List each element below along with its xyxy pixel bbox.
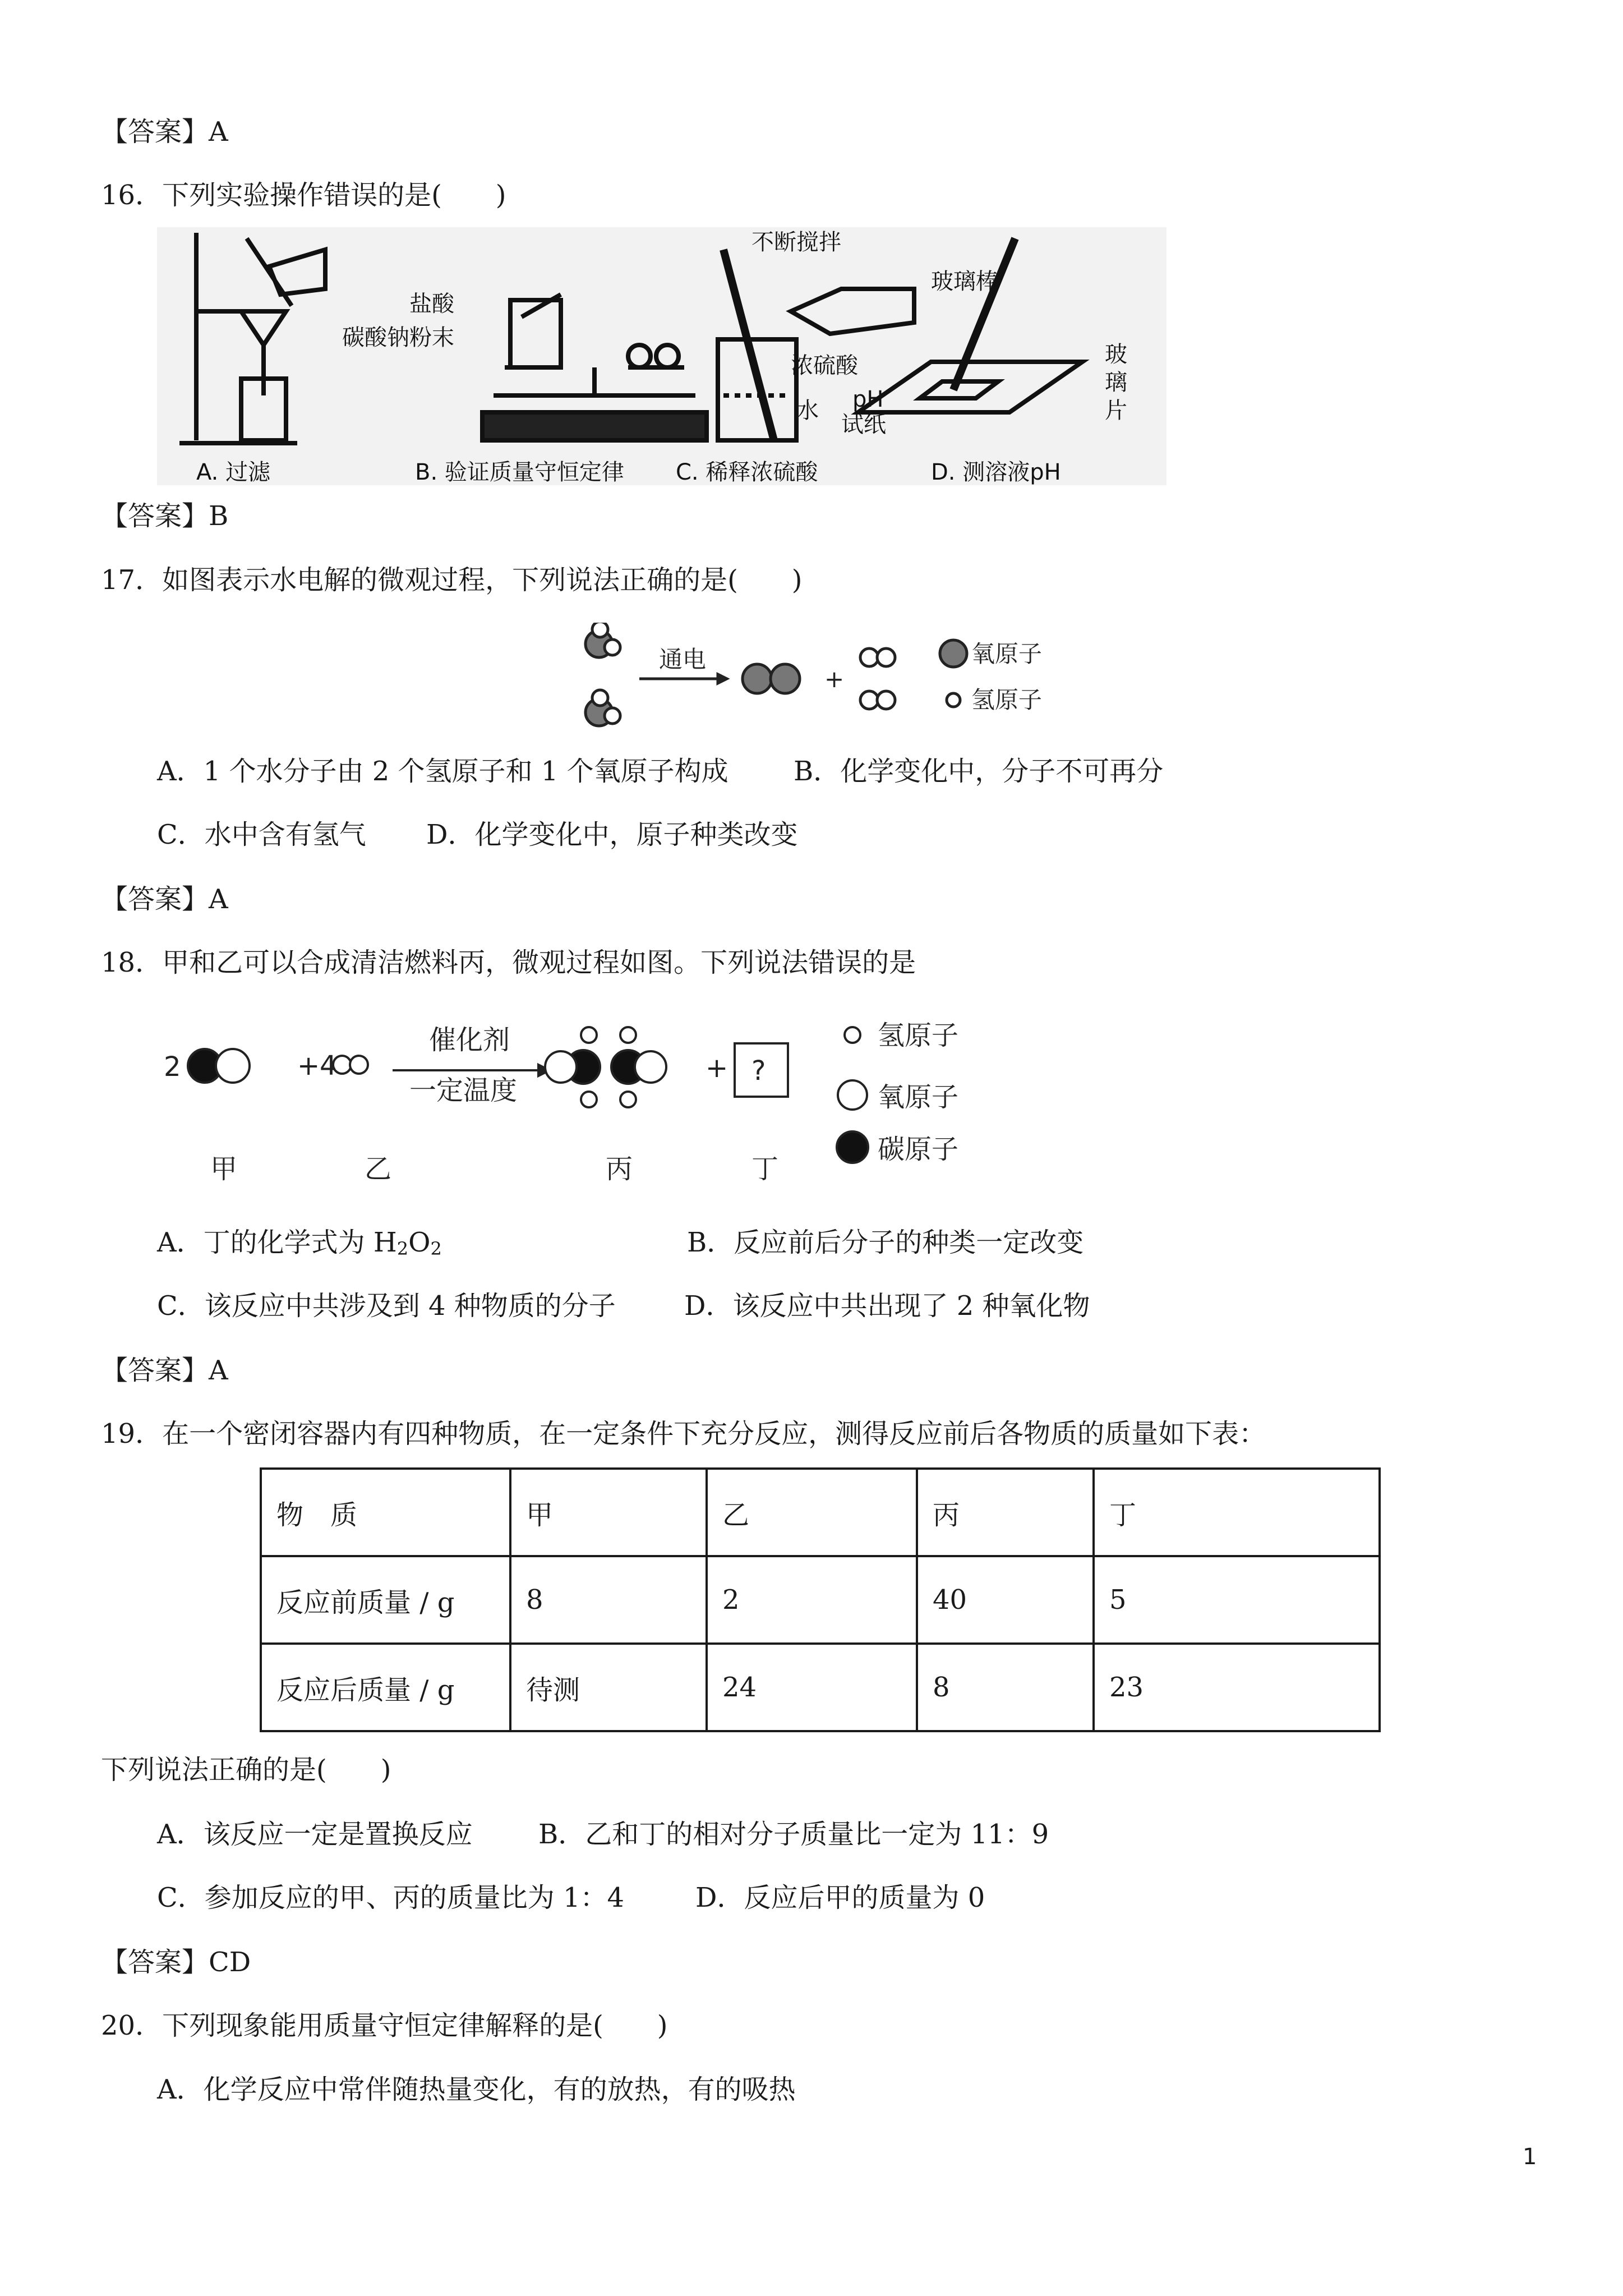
- q19-option-a: A．该反应一定是置换反应: [157, 1819, 473, 1850]
- figure-background: [157, 227, 1166, 485]
- table-cell: 乙: [707, 1469, 917, 1556]
- q16-apparatus-figure: [157, 227, 1166, 485]
- label-jia: 甲: [210, 1153, 238, 1185]
- coef-4: 4: [320, 1050, 337, 1082]
- label-glass-3: 片: [1105, 398, 1127, 424]
- question-18-stem: 18．甲和乙可以合成清洁燃料丙，微观过程如图。下列说法错误的是: [101, 947, 916, 978]
- caption-c: C. 稀释浓硫酸: [676, 459, 818, 485]
- question-16-stem: 16．下列实验操作错误的是( ): [101, 180, 506, 211]
- q18-option-a-o: O: [408, 1227, 431, 1258]
- answer-15: 【答案】A: [101, 116, 228, 148]
- label-water: 水: [796, 398, 819, 424]
- q17-electrolysis-figure: [578, 623, 1060, 735]
- unknown-mark: ?: [751, 1055, 766, 1087]
- table-row-before: [261, 1556, 1380, 1644]
- legend-carbon-label-18: 碳原子: [878, 1134, 959, 1165]
- oxygen-molecule: [743, 664, 772, 693]
- table-row-header: [261, 1469, 1380, 1556]
- q17-option-c: C．水中含有氢气: [157, 819, 366, 850]
- label-bing: 丙: [606, 1153, 633, 1185]
- q18-option-a-sub-2: 2: [430, 1238, 442, 1259]
- q18-option-c: C．该反应中共涉及到 4 种物质的分子: [157, 1290, 616, 1322]
- q18-option-a-sub-1: 2: [396, 1238, 409, 1259]
- q17-option-a: A．1 个水分子由 2 个氢原子和 1 个氧原子构成: [157, 756, 728, 787]
- molecule-bing: [581, 1027, 597, 1043]
- answer-19: 【答案】CD: [101, 1947, 251, 1978]
- legend-hydrogen-label-18: 氢原子: [878, 1020, 959, 1051]
- table-cell: 23: [1094, 1644, 1380, 1731]
- label-ding: 丁: [751, 1153, 779, 1185]
- label-ph: pH: [852, 386, 884, 412]
- legend-carbon-18: [837, 1131, 868, 1163]
- table-cell: 40: [917, 1556, 1094, 1644]
- mass-table: [260, 1467, 1381, 1732]
- q20-option-a: A．化学反应中常伴随热量变化，有的放热，有的吸热: [157, 2074, 796, 2105]
- legend-oxygen-label-18: 氧原子: [878, 1082, 959, 1113]
- q18-option-b: B．反应前后分子的种类一定改变: [687, 1227, 1084, 1258]
- q19-option-c: C．参加反应的甲、丙的质量比为 1：4: [157, 1882, 625, 1913]
- table-cell: 待测: [510, 1644, 707, 1731]
- table-cell: 2: [707, 1556, 917, 1644]
- label-hcl: 盐酸: [409, 291, 454, 317]
- hydrogen-molecule: [860, 648, 878, 666]
- plus-1: +: [297, 1050, 320, 1082]
- label-glass-2: 璃: [1105, 370, 1127, 395]
- label-rod: 玻璃棒: [931, 269, 998, 295]
- caption-a: A. 过滤: [196, 459, 271, 485]
- caption-b: B. 验证质量守恒定律: [415, 459, 624, 485]
- page-number: 1: [1523, 2144, 1537, 2170]
- table-cell: 甲: [510, 1469, 707, 1556]
- label-stir: 不断搅拌: [751, 229, 841, 255]
- table-cell: 5: [1094, 1556, 1380, 1644]
- caption-d: D. 测溶液pH: [931, 459, 1061, 485]
- table-cell: 丙: [917, 1469, 1094, 1556]
- legend-oxygen: [940, 640, 967, 667]
- q18-option-a-text: A．丁的化学式为 H: [157, 1227, 397, 1258]
- legend-hydrogen-label: 氢原子: [971, 686, 1043, 714]
- table-cell: 24: [707, 1644, 917, 1731]
- plus-2: +: [706, 1052, 728, 1084]
- table-cell: 8: [917, 1644, 1094, 1731]
- answer-17: 【答案】A: [101, 884, 228, 915]
- q18-option-d: D．该反应中共出现了 2 种氧化物: [684, 1290, 1090, 1322]
- legend-hydrogen-18: [845, 1027, 860, 1043]
- label-ph-paper: 试纸: [841, 412, 886, 438]
- legend-oxygen-18: [838, 1080, 867, 1110]
- table-cell: 反应前质量 / g: [261, 1556, 510, 1644]
- q18-option-a: [157, 1226, 442, 1259]
- q19-option-d: D．反应后甲的质量为 0: [695, 1882, 985, 1913]
- coef-2: 2: [164, 1051, 181, 1083]
- q19-option-b: B．乙和丁的相对分子质量比一定为 11：9: [538, 1819, 1049, 1850]
- legend-oxygen-label: 氧原子: [971, 640, 1043, 668]
- q17-option-d: D．化学变化中，原子种类改变: [426, 819, 798, 850]
- label-h2so4: 浓硫酸: [791, 353, 858, 379]
- label-plus: +: [824, 665, 845, 693]
- q18-reaction-figure: [157, 1004, 1009, 1189]
- answer-16: 【答案】B: [101, 500, 229, 532]
- q17-option-b: B．化学变化中，分子不可再分: [794, 756, 1164, 787]
- label-temperature: 一定温度: [409, 1075, 518, 1106]
- table-cell: 丁: [1094, 1469, 1380, 1556]
- table-row-after: [261, 1644, 1380, 1731]
- q19-prompt: 下列说法正确的是( ): [101, 1754, 391, 1786]
- table-cell: 反应后质量 / g: [261, 1644, 510, 1731]
- question-19-stem: 19．在一个密闭容器内有四种物质，在一定条件下充分反应，测得反应前后各物质的质量如下表：: [101, 1418, 1266, 1450]
- legend-hydrogen: [947, 693, 960, 707]
- question-20-stem: 20．下列现象能用质量守恒定律解释的是( ): [101, 2010, 668, 2041]
- answer-18: 【答案】A: [101, 1355, 228, 1386]
- label-glass-1: 玻: [1105, 342, 1127, 367]
- table-cell: 8: [510, 1556, 707, 1644]
- question-17-stem: 17．如图表示水电解的微观过程，下列说法正确的是( ): [101, 564, 803, 596]
- label-yi: 乙: [365, 1153, 392, 1185]
- label-catalyst: 催化剂: [429, 1024, 510, 1056]
- label-na2co3: 碳酸钠粉末: [342, 325, 454, 351]
- label-electrolysis: 通电: [659, 646, 707, 673]
- table-cell: 物 质: [261, 1469, 510, 1556]
